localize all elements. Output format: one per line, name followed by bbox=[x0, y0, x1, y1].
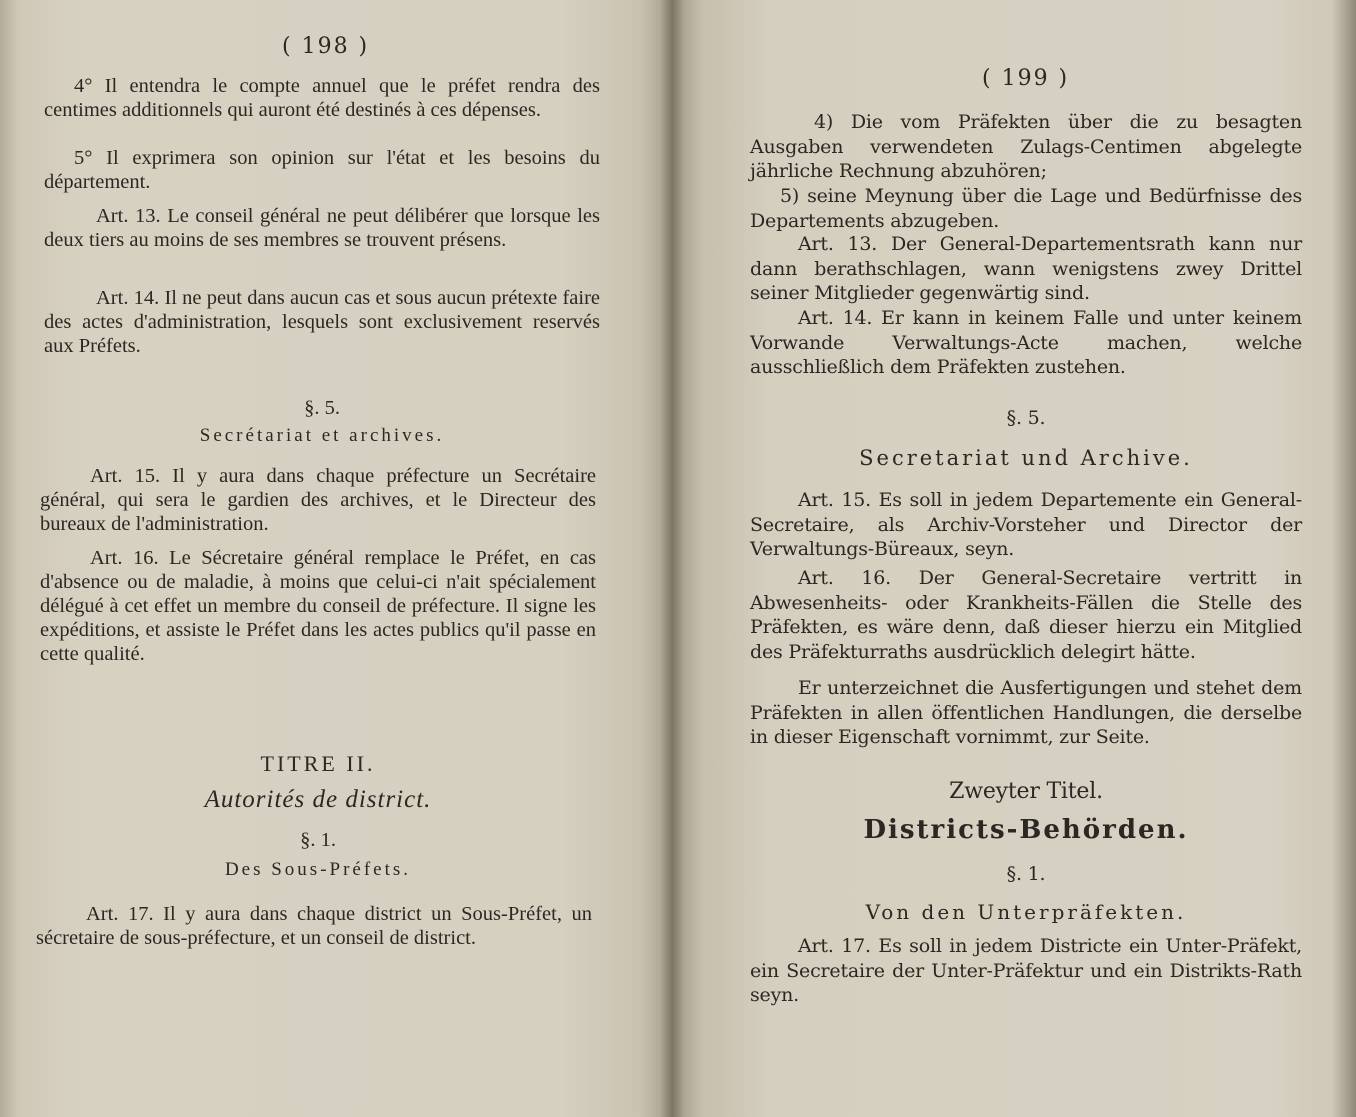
article-16: Art. 16. Le Sécretaire général remplace le Préfet, en cas d'absence ou de maladie, à moins que celui-ci n'ait spécialement délégué à cet effet un membre du conseil de préfecture. Il signe les expéditions, et assiste le Préfet dans les actes publics qu'il passe en cette qualité. bbox=[40, 547, 596, 665]
paragraph-5: 5° Il exprimera son opinion sur l'état et les besoins du département. bbox=[44, 147, 600, 193]
article-17: Art. 17. Il y aura dans chaque district un Sous-Préfet, un sécretaire de sous-préfecture, et un conseil de district. bbox=[36, 903, 592, 949]
book-gutter bbox=[660, 0, 684, 1117]
article-17: Art. 17. Es soll in jedem Districte ein Unter-Präfekt, ein Secretaire der Unter-Präfektur und ein Distrikts-Rath seyn. bbox=[750, 935, 1302, 1006]
section-title: Von den Unterpräfekten. bbox=[865, 900, 1187, 924]
section-title: Secrétariat et archives. bbox=[199, 425, 445, 446]
section-number: §. 5. bbox=[1006, 407, 1046, 429]
section-number: §. 1. bbox=[300, 829, 336, 851]
right-page bbox=[672, 0, 1356, 1117]
title-subheading: Districts-Behörden. bbox=[863, 815, 1189, 845]
title-heading: Zweyter Titel. bbox=[949, 779, 1103, 804]
title-subheading: Autorités de district. bbox=[204, 786, 432, 813]
section-title: Secretariat und Archive. bbox=[859, 446, 1193, 470]
article-15: Art. 15. Il y aura dans chaque préfecture un Secrétaire général, qui sera le gardien des archives, et le Directeur des bureaux de l'administration. bbox=[40, 465, 596, 535]
section-number: §. 1. bbox=[1006, 863, 1046, 885]
article-15: Art. 15. Es soll in jedem Departemente ein General-Secretaire, als Archiv-Vorsteher und Director der Verwaltungs-Büreaux, seyn. bbox=[750, 489, 1302, 560]
article-16: Art. 16. Der General-Secretaire vertritt in Abwesenheits- oder Krankheits-Fällen die Stelle des Präfekten, es wäre denn, daß dieser hierzu ein Mitglied des Präfekturraths ausdrücklich delegirt hätte. bbox=[750, 567, 1302, 663]
page-number: ( 199 ) bbox=[982, 66, 1070, 91]
article-13: Art. 13. Le conseil général ne peut délibérer que lorsque les deux tiers au moins de ses membres se trouvent présens. bbox=[44, 205, 600, 251]
section-title: Des Sous-Préfets. bbox=[224, 859, 412, 880]
left-page bbox=[0, 0, 672, 1117]
article-13: Art. 13. Der General-Departementsrath kann nur dann berathschlagen, wann wenigstens zwey Drittel seiner Mitglieder gegenwärtig sind. bbox=[750, 233, 1302, 304]
paragraph-5: 5) seine Meynung über die Lage und Bedürfnisse des Departements abzugeben. bbox=[750, 185, 1302, 232]
paragraph-4: 4) Die vom Präfekten über die zu besagten Ausgaben verwendeten Zulags-Centimen abgelegte jährliche Rechnung abzuhören; bbox=[750, 111, 1302, 182]
section-number: §. 5. bbox=[304, 397, 340, 419]
title-heading: TITRE II. bbox=[260, 751, 376, 776]
article-16-continuation: Er unterzeichnet die Ausfertigungen und stehet dem Präfekten in allen öffentlichen Handlungen, die derselbe in dieser Eigenschaft vornimmt, zur Seite. bbox=[750, 677, 1302, 748]
paragraph-4: 4° Il entendra le compte annuel que le préfet rendra des centimes additionnels qui auront été destinés à ces dépenses. bbox=[44, 75, 600, 121]
page-number: ( 198 ) bbox=[282, 34, 370, 59]
article-14: Art. 14. Er kann in keinem Falle und unter keinem Vorwande Verwaltungs-Acte machen, welche ausschließlich dem Präfekten zustehen. bbox=[750, 307, 1302, 378]
article-14: Art. 14. Il ne peut dans aucun cas et sous aucun prétexte faire des actes d'administration, lesquels sont exclusivement reservés aux Préfets. bbox=[44, 287, 600, 357]
